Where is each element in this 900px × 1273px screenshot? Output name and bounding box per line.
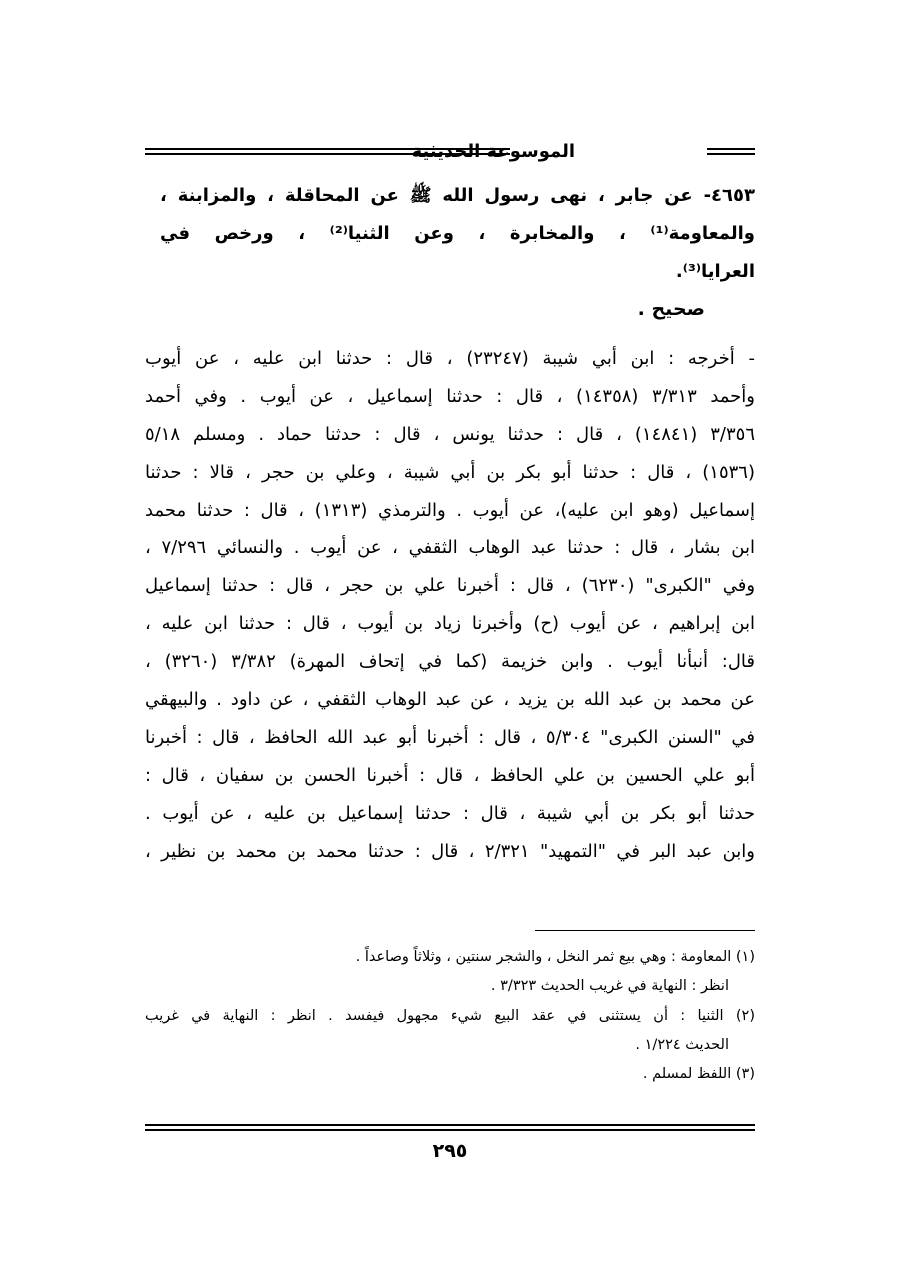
footnote-2-continuation: الحديث ١/٢٢٤ . (635, 1036, 729, 1053)
takhrij-line: عن محمد بن عبد الله بن يزيد ، عن عبد الوهاب الثقفي ، عن داود . والبيهقي (145, 689, 755, 711)
footnote-2: (٢) الثنيا : أن يستثنى في عقد البيع شيء مجهول فيفسد . انظر : النهاية في غريب (145, 1007, 755, 1024)
takhrij-line: وابن عبد البر في "التمهيد" ٢/٣٢١ ، قال : حدثنا محمد بن محمد بن نظير ، (145, 840, 755, 862)
footnote-1: (١) المعاومة : وهي بيع ثمر النخل ، والشجر سنتين ، وثلاثاً وصاعداً . (355, 949, 755, 965)
takhrij-line: أبو علي الحسين بن علي الحافظ ، قال : أخبرنا الحسن بن سفيان ، قال : (145, 764, 755, 786)
footnote-1-continuation: انظر : النهاية في غريب الحديث ٣/٣٢٣ . (490, 978, 729, 995)
header-rule-right (707, 148, 755, 155)
takhrij-line: (١٥٣٦) ، قال : حدثنا أبو بكر بن أبي شيبة ، وعلي بن حجر ، قالا : حدثنا (145, 461, 755, 483)
footnote-3: (٣) اللفظ لمسلم . (642, 1066, 755, 1083)
page-number: ٢٩٥ (432, 1140, 468, 1162)
header-rule-left (145, 148, 510, 155)
hadith-line: العرايا⁽³⁾. (675, 261, 755, 282)
footnotes (145, 943, 755, 1089)
takhrij-line: إسماعيل (وهو ابن عليه)، عن أيوب . والترمذي (١٣١٣) ، قال : حدثنا محمد (145, 499, 755, 521)
takhrij-line: وفي "الكبرى" (٦٢٣٠) ، قال : أخبرنا علي بن حجر ، قال : حدثنا إسماعيل (145, 575, 755, 597)
takhrij-line: ابن إبراهيم ، عن أيوب (ح) وأخبرنا زياد بن أيوب ، قال : حدثنا ابن عليه ، (145, 613, 755, 635)
takhrij-paragraph (145, 340, 755, 870)
running-header (145, 140, 755, 170)
hadith-grade: صحيح . (637, 298, 705, 320)
hadith-line: والمعاومة⁽¹⁾ ، والمخابرة ، وعن الثنيا⁽²⁾ ، ورخص في (160, 223, 755, 244)
takhrij-line: ٣/٣٥٦ (١٤٨٤١) ، قال : حدثنا يونس ، قال : حدثنا حماد . ومسلم ٥/١٨ (145, 423, 755, 445)
takhrij-line: وأحمد ٣/٣١٣ (١٤٣٥٨) ، قال : حدثنا إسماعيل ، عن أيوب . وفي أحمد (145, 385, 755, 407)
footer-rule (145, 1124, 755, 1131)
book-page (145, 0, 755, 1273)
takhrij-line: - أخرجه : ابن أبي شيبة (٢٣٢٤٧) ، قال : حدثنا ابن عليه ، عن أيوب (145, 348, 755, 369)
footnote-separator (535, 930, 755, 931)
takhrij-line: حدثنا أبو بكر بن أبي شيبة ، قال : حدثنا إسماعيل بن عليه ، عن أيوب . (145, 802, 755, 824)
hadith-line: ٤٦٥٣- عن جابر ، نهى رسول الله ﷺ عن المحاقلة ، والمزابنة ، (160, 185, 755, 206)
takhrij-line: قال: أنبأنا أيوب . وابن خزيمة (كما في إتحاف المهرة) ٣/٣٨٢ (٣٢٦٠) ، (145, 651, 755, 673)
header-title: الموسوعة الحديثية (411, 141, 575, 162)
hadith-text (160, 177, 755, 291)
takhrij-line: ابن بشار ، قال : حدثنا عبد الوهاب الثقفي ، عن أيوب . والنسائي ٧/٢٩٦ ، (145, 537, 755, 559)
takhrij-line: في "السنن الكبرى" ٥/٣٠٤ ، قال : أخبرنا أبو عبد الله الحافظ ، قال : أخبرنا (145, 726, 755, 748)
